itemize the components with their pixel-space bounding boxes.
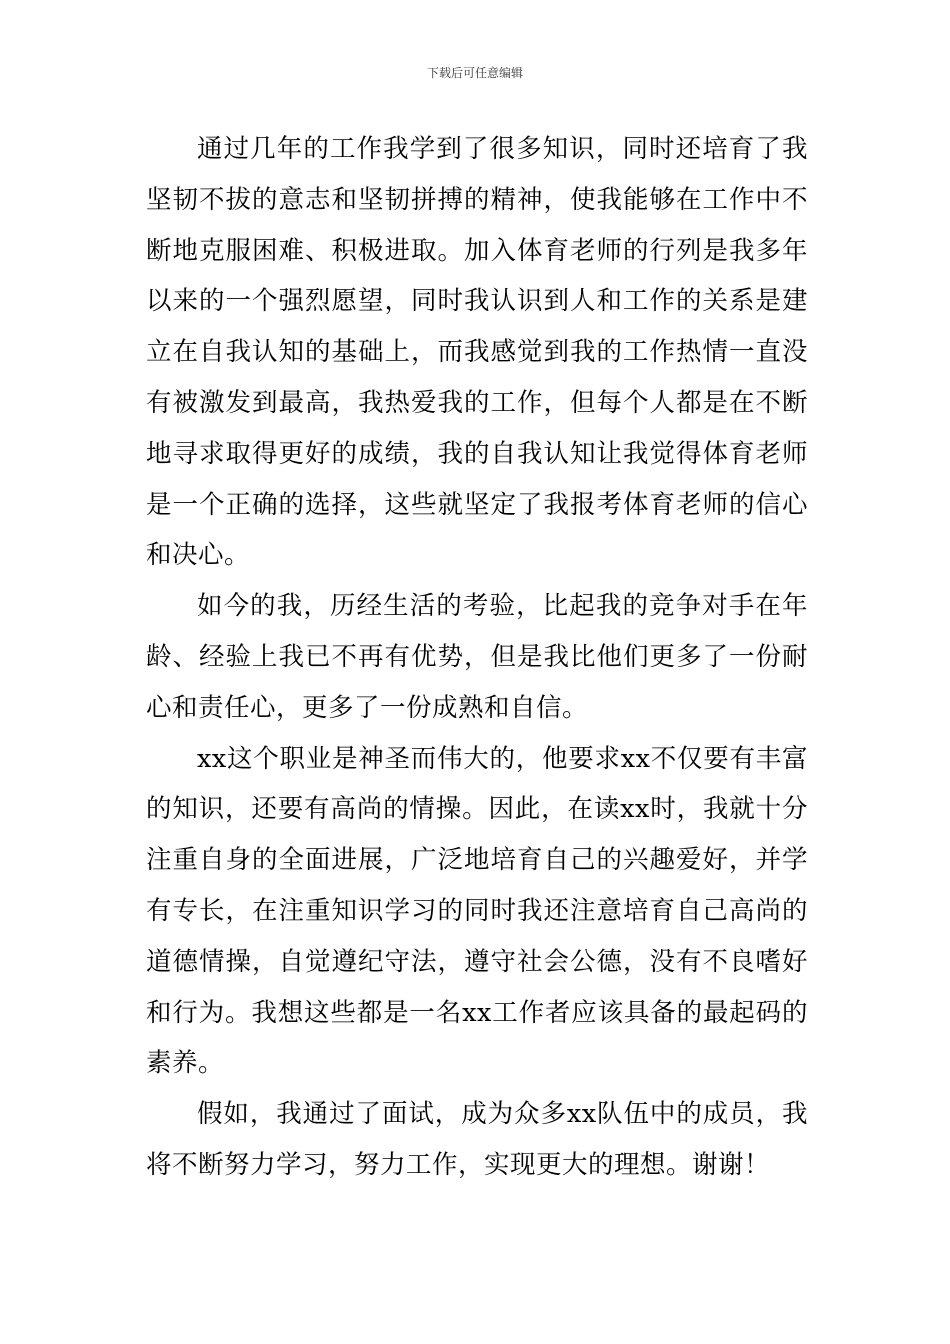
document-body [146, 124, 808, 1191]
paragraph-3: xx这个职业是神圣而伟大的，他要求xx不仅要有丰富的知识，还要有高尚的情操。因此，在读xx时，我就十分注重自身的全面进展，广泛地培育自己的兴趣爱好，并学有专长，在注重知识学习的同时我还注意培育自己高尚的道德情操，自觉遵纪守法，遵守社会公德，没有不良嗜好和行为。我想这些都是一名xx工作者应该具备的最起码的素养。 [146, 743, 808, 1079]
paragraph-1: 通过几年的工作我学到了很多知识，同时还培育了我坚韧不拔的意志和坚韧拼搏的精神，使我能够在工作中不断地克服困难、积极进取。加入体育老师的行列是我多年以来的一个强烈愿望，同时我认识到人和工作的关系是建立在自我认知的基础上，而我感觉到我的工作热情一直没有被激发到最高，我热爱我的工作，但每个人都是在不断地寻求取得更好的成绩，我的自我认知让我觉得体育老师是一个正确的选择，这些就坚定了我报考体育老师的信心和决心。 [146, 134, 808, 571]
paragraph-2: 如今的我，历经生活的考验，比起我的竞争对手在年龄、经验上我已不再有优势，但是我比他们更多了一份耐心和责任心，更多了一份成熟和自信。 [146, 591, 808, 723]
header-note: 下载后可任意编辑 [426, 66, 523, 80]
paragraph-4: 假如，我通过了面试，成为众多xx队伍中的成员，我将不断努力学习，努力工作，实现更大的理想。谢谢！ [146, 1099, 808, 1180]
